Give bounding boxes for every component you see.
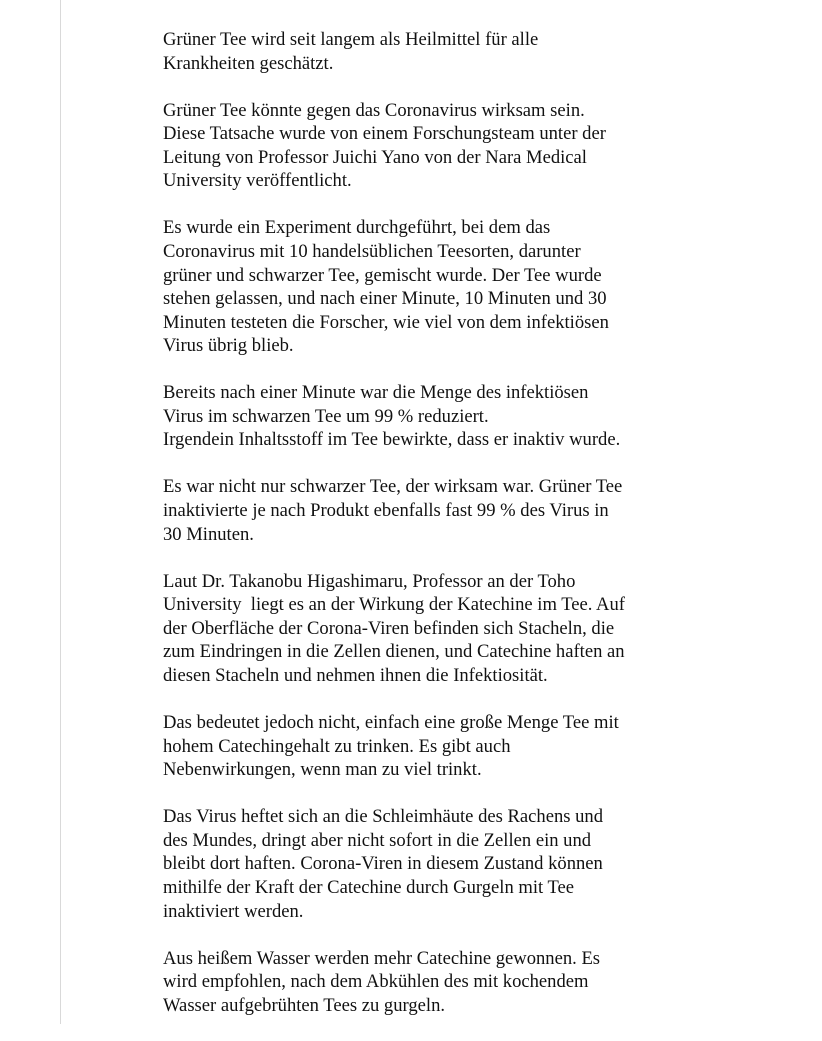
paragraph-4 — [163, 381, 683, 452]
text-line: Wasser aufgebrühten Tees zu gurgeln. — [163, 994, 446, 1016]
paragraph-6 — [163, 570, 683, 688]
text-line: inaktiviert werden. — [163, 900, 304, 922]
text-line: Virus im schwarzen Tee um 99 % reduziert. — [163, 405, 489, 427]
text-line: wird empfohlen, nach dem Abkühlen des mit kochendem — [163, 971, 589, 993]
text-line: Grüner Tee könnte gegen das Coronavirus wirksam sein. — [163, 99, 585, 121]
paragraph-8 — [163, 805, 683, 923]
paragraph-3 — [163, 216, 683, 358]
text-line: University liegt es an der Wirkung der Katechine im Tee. Auf — [163, 594, 625, 616]
text-line: Aus heißem Wasser werden mehr Catechine gewonnen. Es — [163, 947, 601, 969]
text-line: Nebenwirkungen, wenn man zu viel trinkt. — [163, 759, 482, 781]
text-line: hohem Catechingehalt zu trinken. Es gibt auch — [163, 735, 511, 757]
text-line: Das Virus heftet sich an die Schleimhäute des Rachens und — [163, 806, 604, 828]
text-line: University veröffentlicht. — [163, 170, 352, 192]
text-line: der Oberfläche der Corona-Viren befinden sich Stacheln, die — [163, 617, 615, 639]
text-line: Krankheiten geschätzt. — [163, 52, 334, 74]
document-body — [163, 28, 683, 1041]
text-line: Laut Dr. Takanobu Higashimaru, Professor an der Toho — [163, 570, 576, 592]
paragraph-9 — [163, 947, 683, 1018]
paragraph-5 — [163, 475, 683, 546]
text-line: mithilfe der Kraft der Catechine durch Gurgeln mit Tee — [163, 876, 575, 898]
text-line: grüner und schwarzer Tee, gemischt wurde. Der Tee wurde — [163, 264, 602, 286]
paragraph-1 — [163, 28, 683, 75]
text-line: Das bedeutet jedoch nicht, einfach eine große Menge Tee mit — [163, 712, 619, 733]
text-line: Bereits nach einer Minute war die Menge des infektiösen — [163, 382, 589, 404]
text-line: Grüner Tee wird seit langem als Heilmittel für alle — [163, 29, 539, 50]
text-line: 30 Minuten. — [163, 523, 254, 545]
paragraph-2 — [163, 99, 683, 193]
text-line: des Mundes, dringt aber nicht sofort in die Zellen ein und — [163, 829, 592, 851]
text-line: Diese Tatsache wurde von einem Forschungsteam unter der — [163, 123, 606, 145]
text-line: Es wurde ein Experiment durchgeführt, bei dem das — [163, 217, 551, 239]
text-line: Virus übrig blieb. — [163, 335, 294, 357]
text-line: zum Eindringen in die Zellen dienen, und Catechine haften an — [163, 641, 625, 663]
text-line: bleibt dort haften. Corona-Viren in diesem Zustand können — [163, 853, 603, 875]
text-line: Irgendein Inhaltsstoff im Tee bewirkte, dass er inaktiv wurde. — [163, 429, 621, 451]
text-line: Leitung von Professor Juichi Yano von der Nara Medical — [163, 146, 587, 168]
text-line: Coronavirus mit 10 handelsüblichen Teesorten, darunter — [163, 240, 581, 262]
text-line: inaktivierte je nach Produkt ebenfalls fast 99 % des Virus in — [163, 500, 609, 522]
text-line: stehen gelassen, und nach einer Minute, 10 Minuten und 30 — [163, 288, 607, 310]
paragraph-7 — [163, 711, 683, 782]
text-line: diesen Stacheln und nehmen ihnen die Infektiosität. — [163, 665, 548, 687]
page-left-border — [60, 0, 61, 1024]
text-line: Minuten testeten die Forscher, wie viel von dem infektiösen — [163, 311, 609, 333]
text-line: Es war nicht nur schwarzer Tee, der wirksam war. Grüner Tee — [163, 476, 623, 498]
